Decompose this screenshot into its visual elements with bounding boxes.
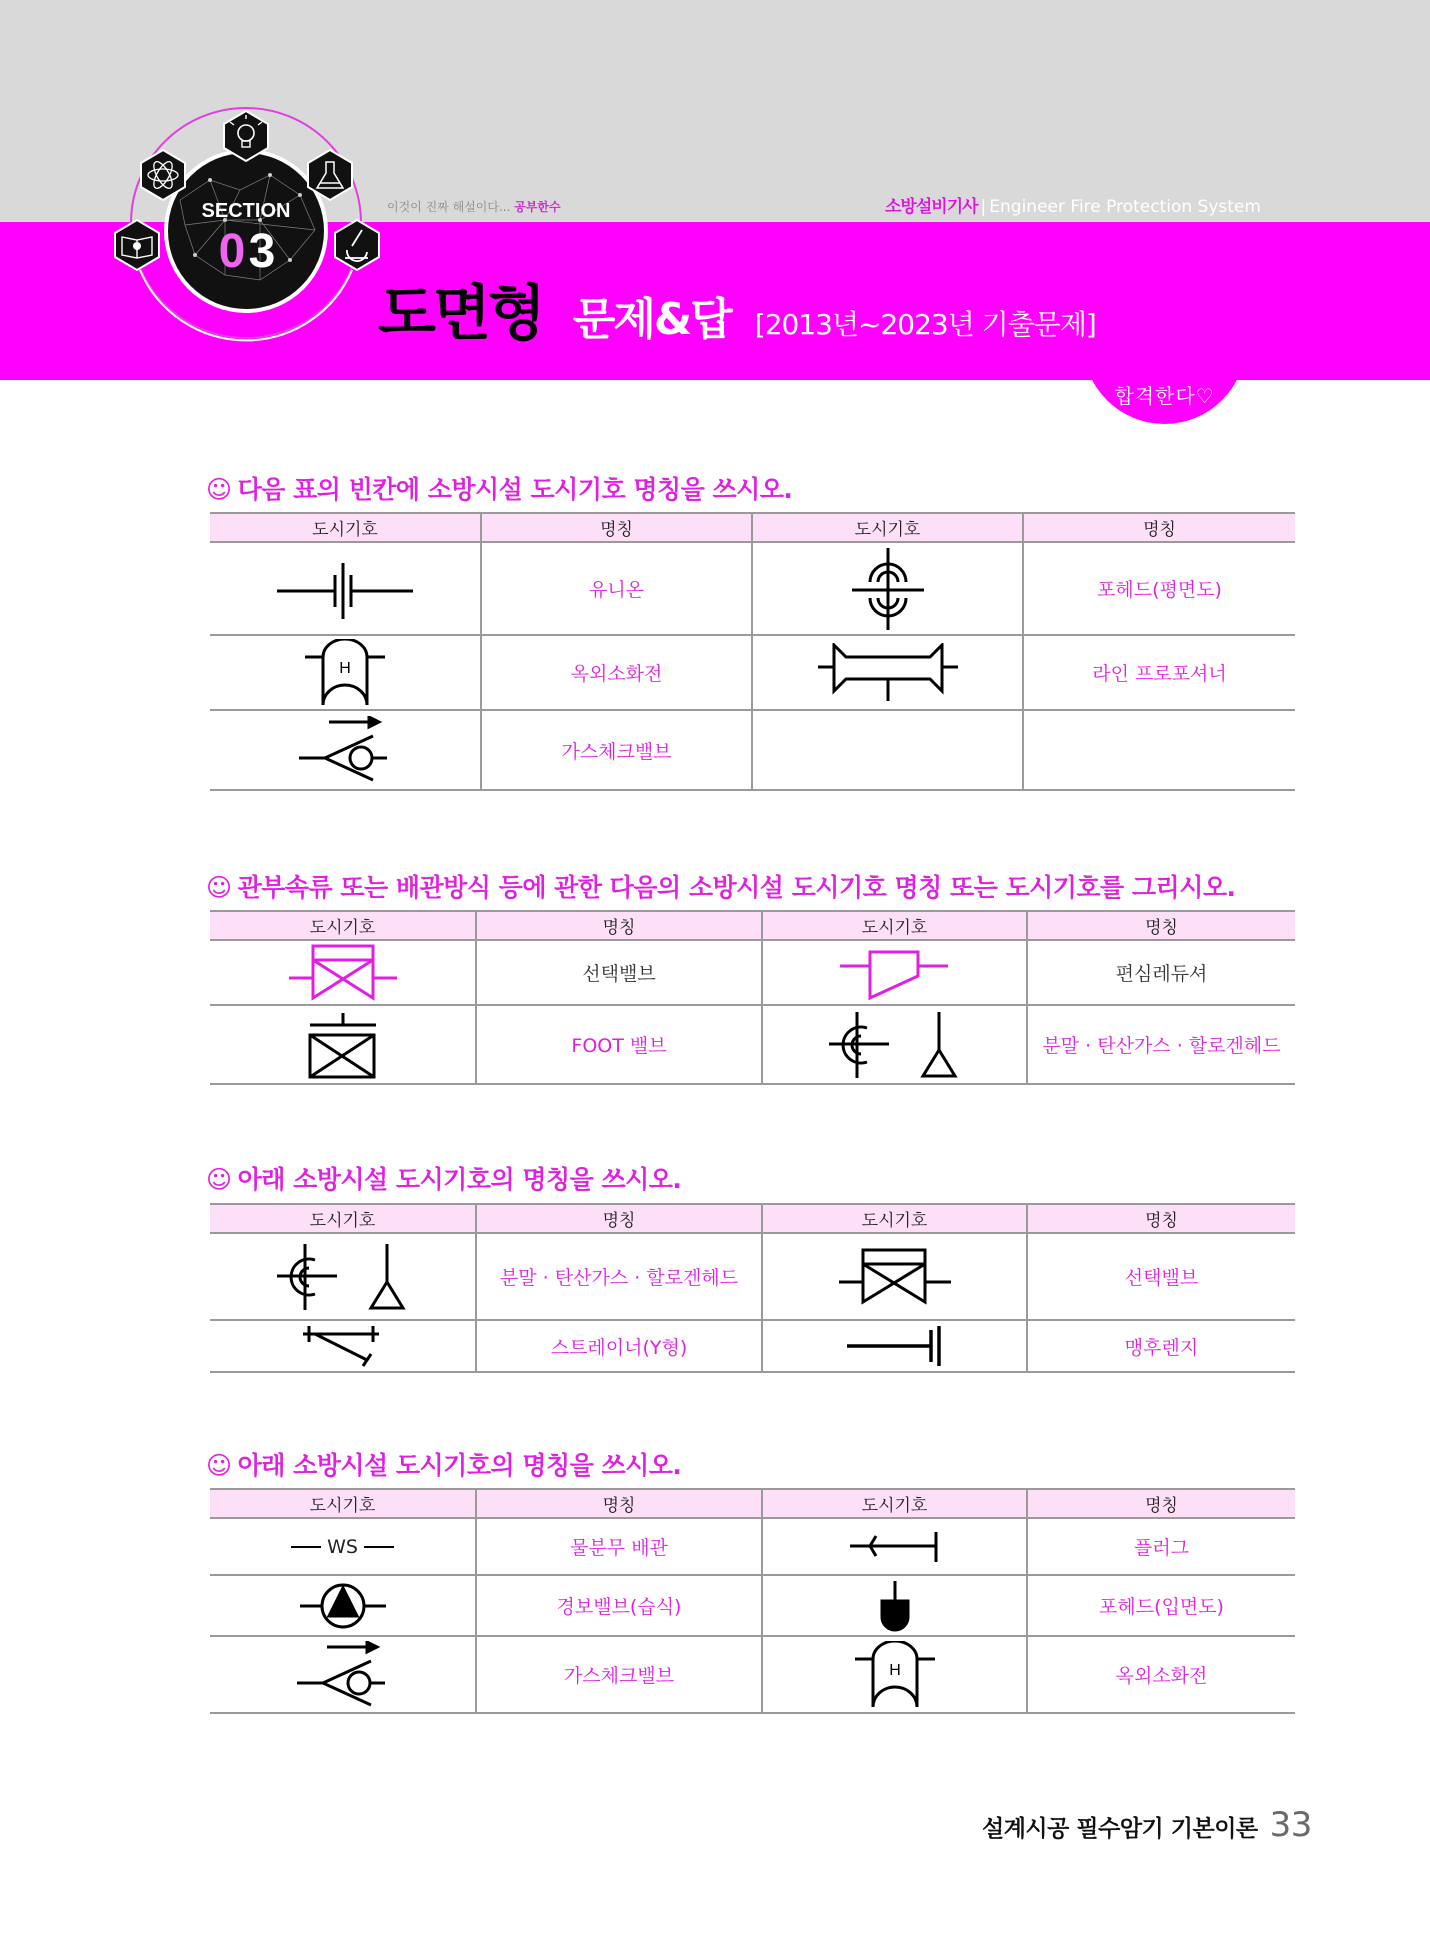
line-proportioner-symbol-icon: [816, 643, 960, 703]
table-header-row: [210, 911, 1295, 940]
col-header: 도시기호: [210, 513, 481, 542]
col-header: 도시기호: [762, 1204, 1027, 1233]
tagline: [387, 198, 561, 215]
name-cell: 스트레이너(Y형): [476, 1320, 762, 1372]
table-row: [210, 1005, 1295, 1084]
selector-valve-symbol-icon: [837, 1248, 953, 1306]
question-4-title: [206, 1446, 681, 1482]
name-cell: 편심레듀셔: [1027, 940, 1295, 1005]
outdoor-hydrant-symbol-icon: [303, 639, 387, 707]
brand-english: Engineer Fire Protection System: [989, 197, 1261, 217]
col-header: 명칭: [476, 911, 762, 940]
name-cell: 분말 · 탄산가스 · 할로겐헤드: [476, 1233, 762, 1320]
question-2-table: [210, 910, 1295, 1085]
question-1-table: [210, 512, 1295, 791]
brand-korean: 소방설비기사: [885, 197, 978, 217]
y-strainer-symbol-icon: [301, 1324, 385, 1368]
symbol-cell: [210, 940, 476, 1005]
foam-head-elevation-symbol-icon: [878, 1579, 912, 1633]
table-header-row: [210, 513, 1295, 542]
col-header: 도시기호: [210, 911, 476, 940]
pass-tab: [1083, 340, 1246, 424]
question-1-title: [206, 470, 792, 506]
table-row: [210, 1518, 1295, 1575]
symbol-cell: [752, 635, 1023, 710]
symbol-cell: [210, 1575, 476, 1636]
table-row: [210, 1233, 1295, 1320]
union-symbol-icon: [275, 557, 415, 621]
symbol-cell: [210, 1320, 476, 1372]
question-3-title: [206, 1160, 681, 1196]
col-header: 도시기호: [752, 513, 1023, 542]
col-header: 명칭: [481, 513, 752, 542]
symbol-cell: [210, 1636, 476, 1713]
selector-valve-symbol-icon: [287, 944, 399, 1002]
question-1-text: 다음 표의 빈칸에 소방시설 도시기호 명칭을 쓰시오.: [237, 475, 793, 504]
tagline-prefix: 이것이 진짜 해설이다...: [387, 200, 511, 214]
title-sub: 문제&답: [572, 294, 731, 345]
book-icon: [115, 220, 159, 270]
powder-co2-halon-head-symbol-icon: [827, 1010, 963, 1080]
foam-head-plan-symbol-icon: [848, 546, 928, 632]
pass-tab-text: 합격한다♡: [1114, 384, 1215, 408]
svg-text:H: H: [339, 659, 351, 677]
alarm-valve-wet-symbol-icon: [298, 1580, 388, 1632]
name-cell: 포헤드(평면도): [1023, 542, 1295, 635]
page-title: [378, 266, 1096, 352]
svg-text:3: 3: [248, 225, 276, 278]
col-header: 명칭: [476, 1489, 762, 1518]
symbol-cell-empty: [752, 710, 1023, 790]
title-main: 도면형: [378, 279, 543, 349]
name-cell: 포헤드(입면도): [1027, 1575, 1295, 1636]
symbol-cell: [752, 542, 1023, 635]
question-4-text: 아래 소방시설 도시기호의 명칭을 쓰시오.: [237, 1451, 682, 1480]
col-header: 도시기호: [762, 911, 1027, 940]
powder-co2-halon-head-symbol-icon: [275, 1242, 411, 1312]
gas-check-valve-symbol-icon: [295, 1641, 391, 1709]
tagline-brand: 공부한수: [514, 200, 561, 214]
question-2-title: [206, 868, 1236, 904]
name-cell: 옥외소화전: [481, 635, 752, 710]
smiley-icon: ☺: [206, 1451, 232, 1480]
foot-valve-symbol-icon: [308, 1011, 378, 1079]
name-cell: 플러그: [1027, 1518, 1295, 1575]
table-row: [210, 542, 1295, 635]
smiley-icon: ☺: [206, 873, 232, 902]
symbol-cell: [210, 1233, 476, 1320]
microscope-icon: [335, 220, 379, 270]
symbol-cell: [762, 1233, 1027, 1320]
col-header: 도시기호: [762, 1489, 1027, 1518]
smiley-icon: ☺: [206, 1165, 232, 1194]
name-cell: 맹후렌지: [1027, 1320, 1295, 1372]
name-cell: 선택밸브: [476, 940, 762, 1005]
symbol-cell: [210, 710, 481, 790]
table-row: [210, 1575, 1295, 1636]
symbol-cell: [762, 1518, 1027, 1575]
question-3-table: [210, 1203, 1295, 1373]
col-header: 명칭: [1027, 1204, 1295, 1233]
smiley-icon: ☺: [206, 475, 232, 504]
table-header-row: [210, 1204, 1295, 1233]
table-row: [210, 635, 1295, 710]
col-header: 명칭: [1023, 513, 1295, 542]
col-header: 도시기호: [210, 1204, 476, 1233]
question-2-text: 관부속류 또는 배관방식 등에 관한 다음의 소방시설 도시기호 명칭 또는 도시기호를 그리시오.: [237, 873, 1236, 902]
brand-line: [885, 192, 1261, 217]
name-cell: 물분무 배관: [476, 1518, 762, 1575]
symbol-cell: [210, 635, 481, 710]
name-cell: 옥외소화전: [1027, 1636, 1295, 1713]
symbol-cell: [210, 542, 481, 635]
col-header: 명칭: [1027, 911, 1295, 940]
symbol-cell: [762, 1575, 1027, 1636]
svg-text:0: 0: [218, 225, 246, 278]
table-row: [210, 940, 1295, 1005]
symbol-cell: [210, 1518, 476, 1575]
symbol-cell: [210, 1005, 476, 1084]
name-cell: 가스체크밸브: [476, 1636, 762, 1713]
col-header: 명칭: [476, 1204, 762, 1233]
table-row: [210, 1636, 1295, 1713]
brand-separator: |: [980, 197, 987, 217]
name-cell: 가스체크밸브: [481, 710, 752, 790]
col-header: 명칭: [1027, 1489, 1295, 1518]
question-3-text: 아래 소방시설 도시기호의 명칭을 쓰시오.: [237, 1165, 682, 1194]
gas-check-valve-symbol-icon: [297, 716, 393, 784]
blind-flange-symbol-icon: [845, 1324, 945, 1368]
name-cell: 경보밸브(습식): [476, 1575, 762, 1636]
name-cell: FOOT 밸브: [476, 1005, 762, 1084]
eccentric-reducer-symbol-icon: [838, 946, 952, 1000]
symbol-cell: [762, 1320, 1027, 1372]
symbol-cell: [762, 940, 1027, 1005]
symbol-cell: [762, 1005, 1027, 1084]
name-cell-empty: [1023, 710, 1295, 790]
name-cell: 분말 · 탄산가스 · 할로겐헤드: [1027, 1005, 1295, 1084]
page-footer: [982, 1805, 1312, 1845]
title-years: [2013년~2023년 기출문제]: [754, 308, 1096, 341]
col-header: 도시기호: [210, 1489, 476, 1518]
book-title: 설계시공 필수암기 기본이론: [982, 1816, 1258, 1842]
page-number: 33: [1269, 1805, 1312, 1845]
name-cell: 선택밸브: [1027, 1233, 1295, 1320]
plug-symbol-icon: [848, 1530, 942, 1564]
table-row: [210, 710, 1295, 790]
table-header-row: [210, 1489, 1295, 1518]
name-cell: 라인 프로포셔너: [1023, 635, 1295, 710]
symbol-cell: [762, 1636, 1027, 1713]
question-4-table: [210, 1488, 1295, 1714]
symbol-text: WS: [327, 1535, 358, 1558]
section-label: SECTION: [201, 200, 291, 222]
outdoor-hydrant-symbol-icon: [853, 1641, 937, 1709]
table-row: [210, 1320, 1295, 1372]
svg-text:H: H: [888, 1661, 901, 1679]
water-spray-pipe-symbol-icon: [210, 1536, 475, 1558]
name-cell: 유니온: [481, 542, 752, 635]
